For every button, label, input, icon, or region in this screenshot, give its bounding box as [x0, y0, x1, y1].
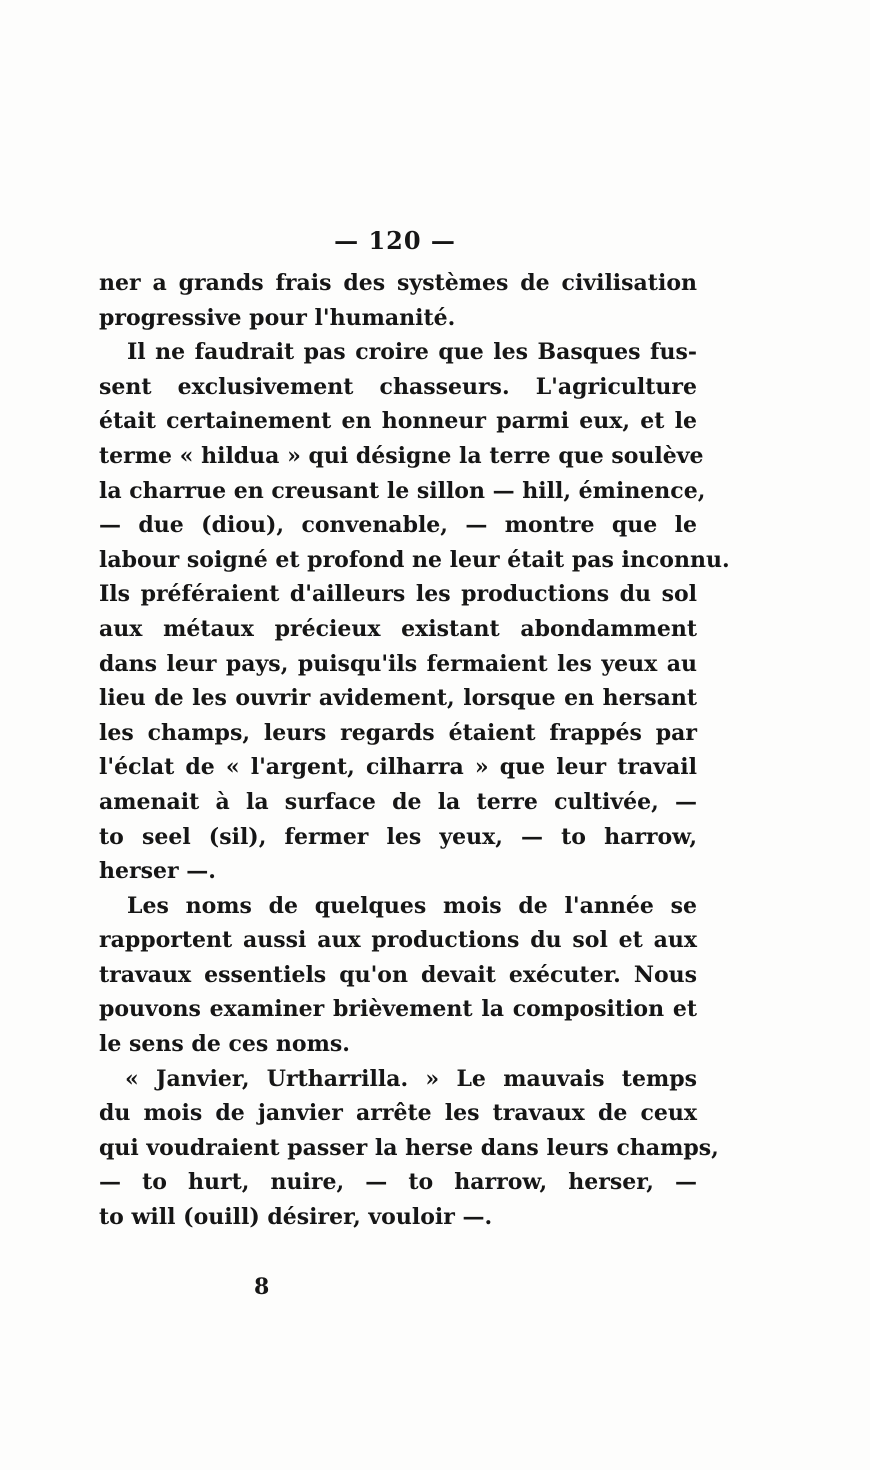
text-line: — to hurt, nuire, — to harrow, herser, — [99, 1169, 697, 1196]
text-line: to will (ouill) désirer, vouloir —. [99, 1204, 493, 1231]
text-line: Il ne faudrait pas croire que les Basques fus- [127, 339, 697, 366]
text-line: le sens de ces noms. [99, 1031, 350, 1058]
text-line: rapportent aussi aux productions du sol et aux [99, 927, 697, 954]
text-line: herser —. [99, 858, 216, 885]
text-line: travaux essentiels qu'on devait exécuter. Nous [99, 961, 697, 988]
text-line: amenait à la surface de la terre cultivée, — [99, 788, 697, 815]
text-line: — due (diou), convenable, — montre que le [99, 512, 697, 539]
text-line: qui voudraient passer la herse dans leurs champs, [99, 1134, 719, 1161]
text-line: était certainement en honneur parmi eux, et le [99, 408, 697, 435]
text-line: sent exclusivement chasseurs. L'agriculture [99, 373, 697, 400]
text-line: les champs, leurs regards étaient frappés par [99, 719, 697, 746]
signature-mark: 8 [254, 1274, 270, 1300]
text-line: Les noms de quelques mois de l'année se [127, 892, 697, 919]
text-line: aux métaux précieux existant abondamment [99, 615, 697, 642]
text-line: dans leur pays, puisqu'ils fermaient les yeux au [99, 650, 697, 677]
text-line: du mois de janvier arrête les travaux de ceux [99, 1100, 697, 1127]
text-line: « Janvier, Urtharrilla. » Le mauvais temps [125, 1065, 697, 1092]
text-line: lieu de les ouvrir avidement, lorsque en hersant [99, 685, 697, 712]
text-line: ner a grands frais des systèmes de civilisation [99, 270, 697, 296]
text-line: progressive pour l'humanité. [99, 304, 456, 331]
body-text [99, 266, 730, 1235]
text-line: terme « hildua » qui désigne la terre que soulève [99, 442, 704, 469]
text-line: labour soigné et profond ne leur était pas inconnu. [99, 546, 730, 573]
text-line: l'éclat de « l'argent, cilharra » que leur travail [99, 754, 697, 781]
text-line: Ils préféraient d'ailleurs les productions du sol [99, 581, 697, 608]
text-line: la charrue en creusant le sillon — hill, éminence, [99, 477, 706, 504]
text-line: pouvons examiner brièvement la composition et [99, 996, 697, 1023]
page-number: — 120 — [334, 226, 456, 255]
text-line: to seel (sil), fermer les yeux, — to harrow, [99, 823, 697, 850]
